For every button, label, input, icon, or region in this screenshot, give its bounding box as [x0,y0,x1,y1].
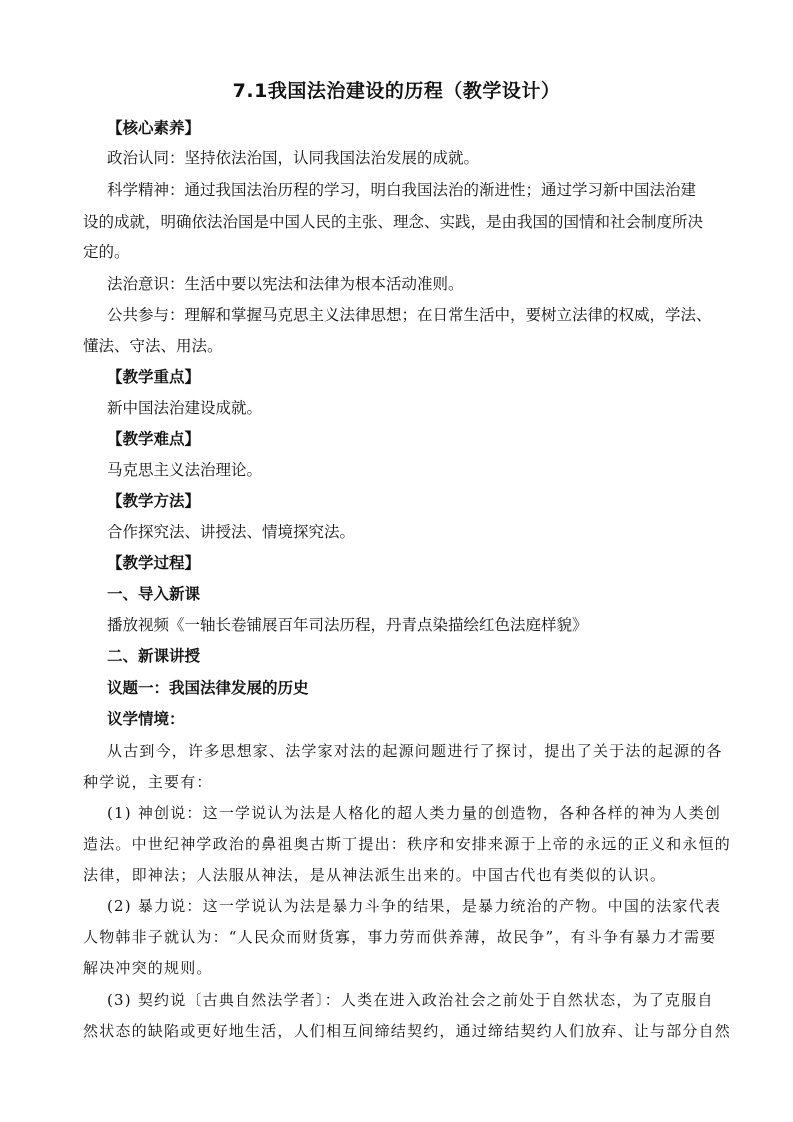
document-title: 7.1我国法治建设的历程（教学设计） [232,80,561,102]
paragraph-origin-line2: 种学说，主要有： [83,773,213,791]
paragraph-scientific-spirit-line2: 设的成就，明确依法治国是中国人民的主张、理念、实践，是由我国的国情和社会制度所决 [83,213,704,231]
paragraph-violence-line1: (2) 暴力说：这一学说认为法是暴力斗争的结果，是暴力统治的产物。中国的法家代表 [107,897,722,915]
paragraph-scientific-spirit-line1: 科学精神：通过我国法治历程的学习，明白我国法治的渐进性；通过学习新中国法治建 [107,181,697,199]
subheading-topic-one: 议题一：我国法律发展的历史 [107,679,309,697]
paragraph-violence-line3: 解决冲突的规则。 [83,959,213,977]
subheading-new-lesson: 二、新课讲授 [107,647,201,665]
section-heading-difficulties: 【教学难点】 [107,430,201,448]
paragraph-divine-line2: 造法。中世纪神学政治的鼻祖奥古斯丁提出：秩序和安排来源于上帝的永远的正义和永恒的 [83,835,732,853]
paragraph-violence-line2: 人物韩非子就认为：“人民众而财货寡，事力劳而供养薄，故民争”，有斗争有暴力才需要 [83,928,717,946]
paragraph-contract-line1: (3) 契约说〔古典自然法学者〕：人类在进入政治社会之前处于自然状态，为了克服自 [107,991,714,1009]
paragraph-difficulties: 马克思主义法治理论。 [107,461,263,479]
paragraph-intro-video: 播放视频《一轴长卷铺展百年司法历程，丹青点染描绘红色法庭样貌》 [107,616,588,634]
paragraph-scientific-spirit-line3: 定的。 [83,243,130,261]
paragraph-political-identity: 政治认同：坚持依法治国，认同我国法治发展的成就。 [107,149,480,167]
section-heading-methods: 【教学方法】 [107,492,201,510]
subheading-intro: 一、导入新课 [107,585,201,603]
section-heading-process: 【教学过程】 [107,554,201,572]
paragraph-key-points: 新中国法治建设成就。 [107,399,263,417]
subheading-learning-context: 议学情境： [107,710,185,728]
section-heading-key-points: 【教学重点】 [107,368,201,386]
section-heading-core-literacy: 【核心素养】 [107,119,201,137]
paragraph-divine-line1: (1) 神创说：这一学说认为法是人格化的超人类力量的创造物，各种各样的神为人类创 [107,804,722,822]
paragraph-contract-line2: 然状态的缺陷或更好地生活，人们相互间缔结契约，通过缔结契约人们放弃、让与部分自然 [83,1022,732,1040]
paragraph-public-participation-line1: 公共参与：理解和掌握马克思主义法律思想；在日常生活中，要树立法律的权威，学法、 [107,306,712,324]
paragraph-methods: 合作探究法、讲授法、情境探究法。 [107,523,356,541]
paragraph-rule-of-law-awareness: 法治意识：生活中要以宪法和法律为根本活动准则。 [107,275,464,293]
paragraph-origin-line1: 从古到今，许多思想家、法学家对法的起源问题进行了探讨，提出了关于法的起源的各 [107,742,723,760]
paragraph-public-participation-line2: 懂法、守法、用法。 [83,337,223,355]
paragraph-divine-line3: 法律，即神法；人法服从神法，是从神法派生出来的。中国古代也有类似的认识。 [83,866,667,884]
